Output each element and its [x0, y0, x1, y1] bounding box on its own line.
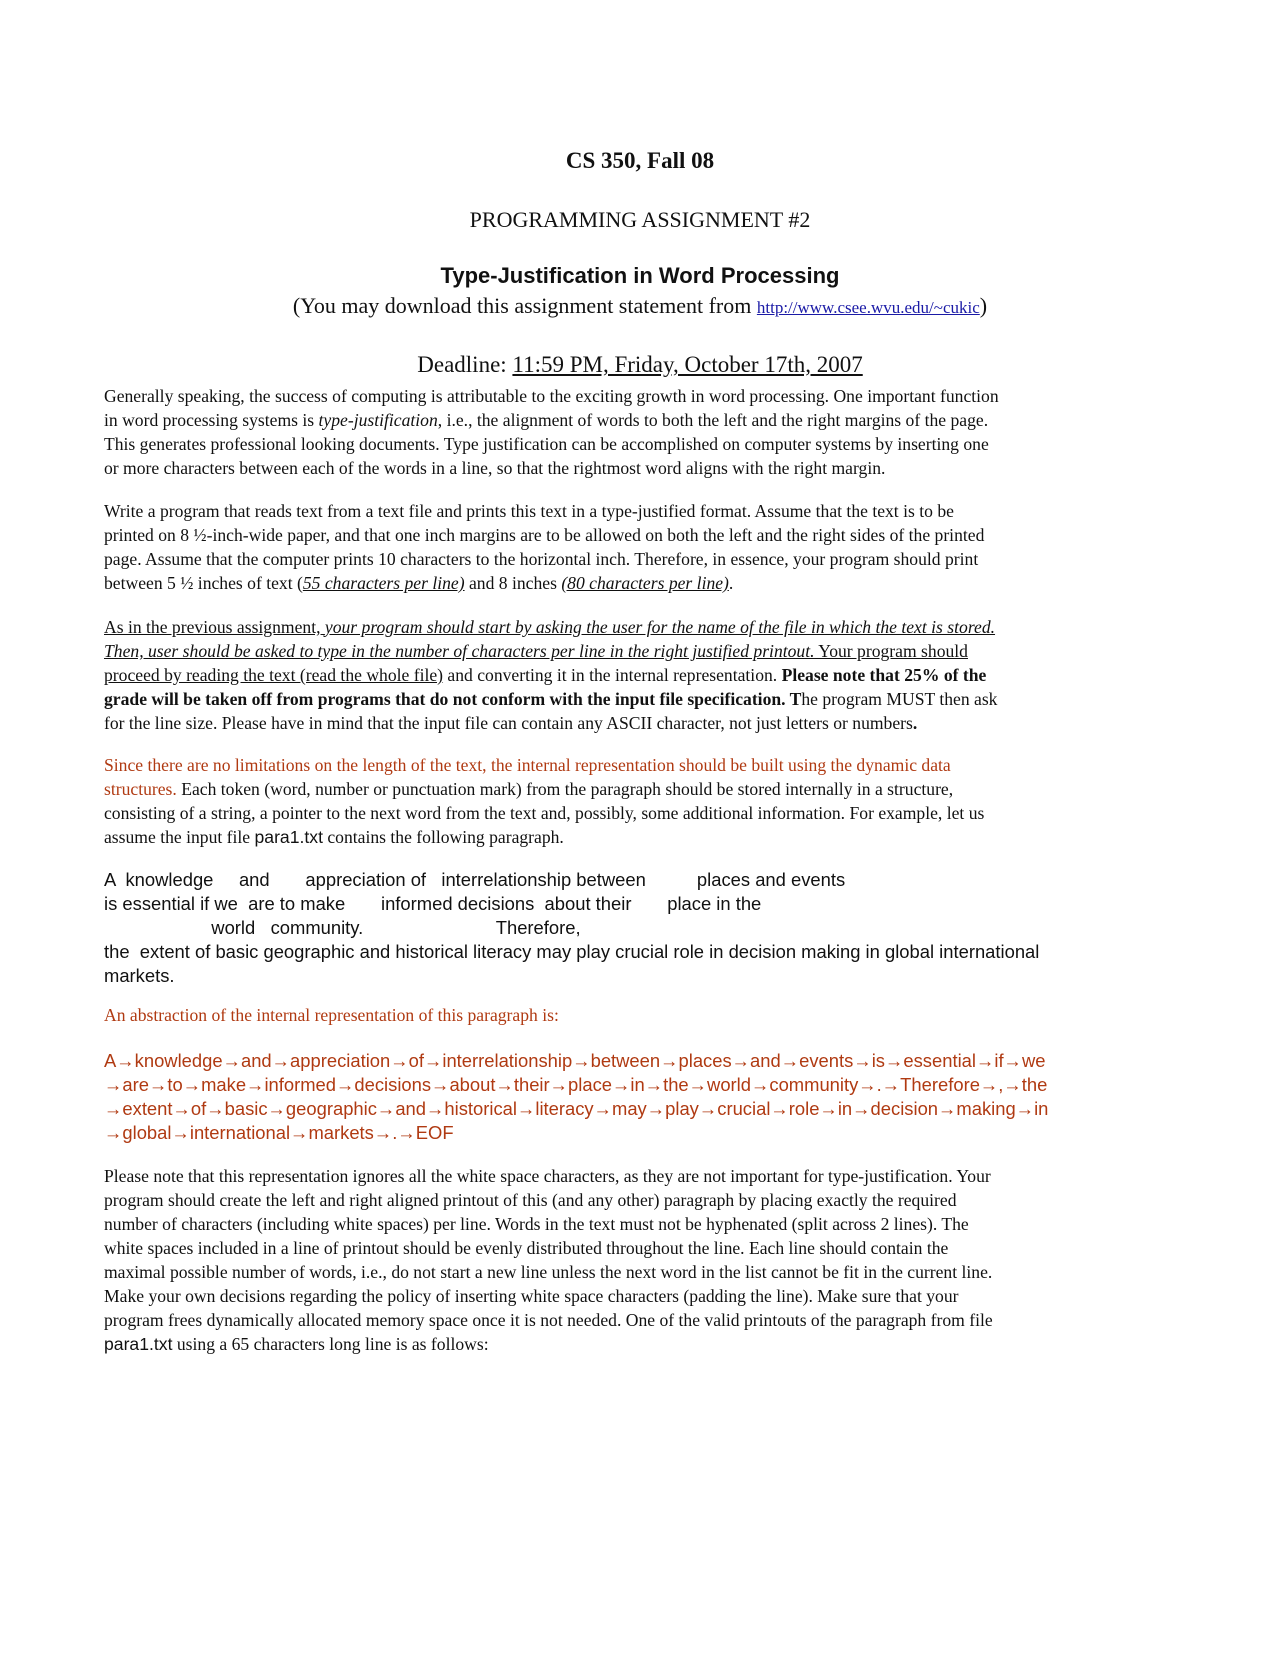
text-line: This generates professional looking documents. Type justification can be accomplished on computer systems by inserting one: [104, 434, 989, 454]
sample-line: A knowledge and appreciation of interrelationship between places and events: [104, 869, 846, 890]
text-run: .: [728, 573, 734, 593]
sample-line: is essential if we are to make informed decisions about their place in the: [104, 893, 762, 914]
text-run: in word processing systems is: [104, 410, 319, 430]
text-run: Your program should: [814, 641, 968, 661]
download-prefix: (You may download this assignment statement from: [292, 293, 757, 318]
text-line: Make your own decisions regarding the policy of inserting white space characters (padding the line). Make sure that your: [104, 1286, 959, 1306]
sample-input-paragraph: [104, 868, 1204, 988]
deadline: [0, 352, 1280, 378]
text-run: , i.e., the alignment of words to both the left and the right margins of the page.: [437, 410, 989, 430]
text-run: assume the input file: [104, 827, 255, 847]
text-line: [104, 571, 1176, 595]
text-line: [104, 825, 1176, 849]
sample-line: markets.: [104, 965, 175, 986]
paragraph-input-spec: [104, 615, 1176, 735]
text-line: [104, 615, 1176, 639]
download-note: [0, 293, 1280, 319]
text-run: Each token (word, number or punctuation mark) from the paragraph should be stored internally in a structure,: [176, 779, 954, 799]
text-run: structures.: [104, 779, 177, 799]
sample-line: the extent of basic geographic and historical literacy may play crucial role in decision making in global international: [104, 941, 1040, 962]
paragraph-justification-rules: [104, 1164, 1176, 1356]
paragraph-data-structures: [104, 753, 1176, 849]
chain-line: →global→international→markets→.→EOF: [104, 1122, 454, 1143]
deadline-value: 11:59 PM, Friday, October 17th, 2007: [512, 352, 863, 377]
text-line: number of characters (including white spaces) per line. Words in the text must not be hyphenated (split across 2 lines). The: [104, 1214, 969, 1234]
text-line: or more characters between each of the words in a line, so that the rightmost word aligns with the right margin.: [104, 458, 886, 478]
text-line: page. Assume that the computer prints 10 characters to the horizontal inch. Therefore, in essence, your program should print: [104, 549, 979, 569]
paragraph-intro: [104, 384, 1176, 480]
text-run: .: [912, 713, 918, 733]
chain-line: →extent→of→basic→geographic→and→historical→literacy→may→play→crucial→role→in→decision→making→in: [104, 1098, 1049, 1119]
text-run: and 8 inches: [464, 573, 562, 593]
text-line: printed on 8 ½-inch-wide paper, and that one inch margins are to be allowed on both the left and the right sides of the printed: [104, 525, 985, 545]
chain-line: A→knowledge→and→appreciation→of→interrelationship→between→places→and→events→is→essential→if→we: [104, 1050, 1046, 1071]
download-suffix: ): [979, 293, 988, 318]
text-run: and converting it in the internal representation.: [443, 665, 782, 685]
text-run: contains the following paragraph.: [322, 827, 564, 847]
text-line: Since there are no limitations on the length of the text, the internal representation should be built using the dynamic data: [104, 755, 951, 775]
grading-note: grade will be taken off from programs that do not conform with the input file specification. T: [104, 689, 802, 709]
internal-representation-chain: [104, 1049, 1184, 1145]
text-line: [104, 1332, 1176, 1356]
text-line: [104, 687, 1176, 711]
deadline-label: Deadline:: [417, 352, 513, 377]
text-run: Then, user should be asked to type in the number of characters per line in the right justified printout.: [104, 641, 815, 661]
text-line: consisting of a string, a pointer to the next word from the text and, possibly, some additional information. For example, let us: [104, 803, 985, 823]
text-run: between 5 ½ inches of text (: [104, 573, 303, 593]
text-line: [104, 639, 1176, 663]
text-line: maximal possible number of words, i.e., do not start a new line unless the next word in the list cannot be fit in the current line.: [104, 1262, 993, 1282]
text-run: As in the previous assignment,: [104, 617, 325, 637]
text-line: Generally speaking, the success of computing is attributable to the exciting growth in word processing. One important function: [104, 386, 999, 406]
file-name: para1.txt: [254, 827, 323, 847]
text-line: [104, 711, 1176, 735]
course-heading: CS 350, Fall 08: [565, 148, 715, 173]
file-name: para1.txt: [104, 1334, 173, 1354]
abstraction-heading: An abstraction of the internal representation of this paragraph is:: [104, 1005, 559, 1025]
text-run: for the line size. Please have in mind that the input file can contain any ASCII character, not just letters or numbers: [104, 713, 913, 733]
grading-note: Please note that 25% of the: [781, 665, 987, 685]
italic-term: type-justification: [318, 410, 438, 430]
text-line: Please note that this representation ignores all the white space characters, as they are not important for type-justification. Your: [104, 1166, 991, 1186]
text-run: using a 65 characters long line is as follows:: [172, 1334, 489, 1354]
assignment-title: Type-Justification in Word Processing: [440, 263, 840, 288]
text-line: white spaces included in a line of printout should be evenly distributed throughout the line. Each line should contain the: [104, 1238, 949, 1258]
assignment-heading: PROGRAMMING ASSIGNMENT #2: [469, 207, 811, 232]
text-line: program should create the left and right aligned printout of this (and any other) paragraph by placing exactly the required: [104, 1190, 957, 1210]
text-line: Write a program that reads text from a text file and prints this text in a type-justified format. Assume that the text is to be: [104, 501, 954, 521]
course-website-link[interactable]: http://www.csee.wvu.edu/~cukic: [756, 298, 980, 317]
chars-per-line-max: (80 characters per line): [561, 573, 729, 593]
sample-line: world community. Therefore,: [104, 917, 581, 938]
text-run: proceed by reading the text (read the whole file): [104, 665, 444, 685]
text-run: he program MUST then ask: [801, 689, 998, 709]
text-line: [104, 663, 1176, 687]
text-run: your program should start by asking the user for the name of the file in which the text is stored.: [324, 617, 996, 637]
chain-line: →are→to→make→informed→decisions→about→their→place→in→the→world→community→.→Therefore→,→the: [104, 1074, 1048, 1095]
text-line: [104, 777, 1176, 801]
text-line: [104, 408, 1176, 432]
chars-per-line-min: 55 characters per line): [302, 573, 465, 593]
paragraph-program-spec: [104, 499, 1176, 595]
text-line: program frees dynamically allocated memory space once it is not needed. One of the valid printouts of the paragraph from file: [104, 1310, 993, 1330]
